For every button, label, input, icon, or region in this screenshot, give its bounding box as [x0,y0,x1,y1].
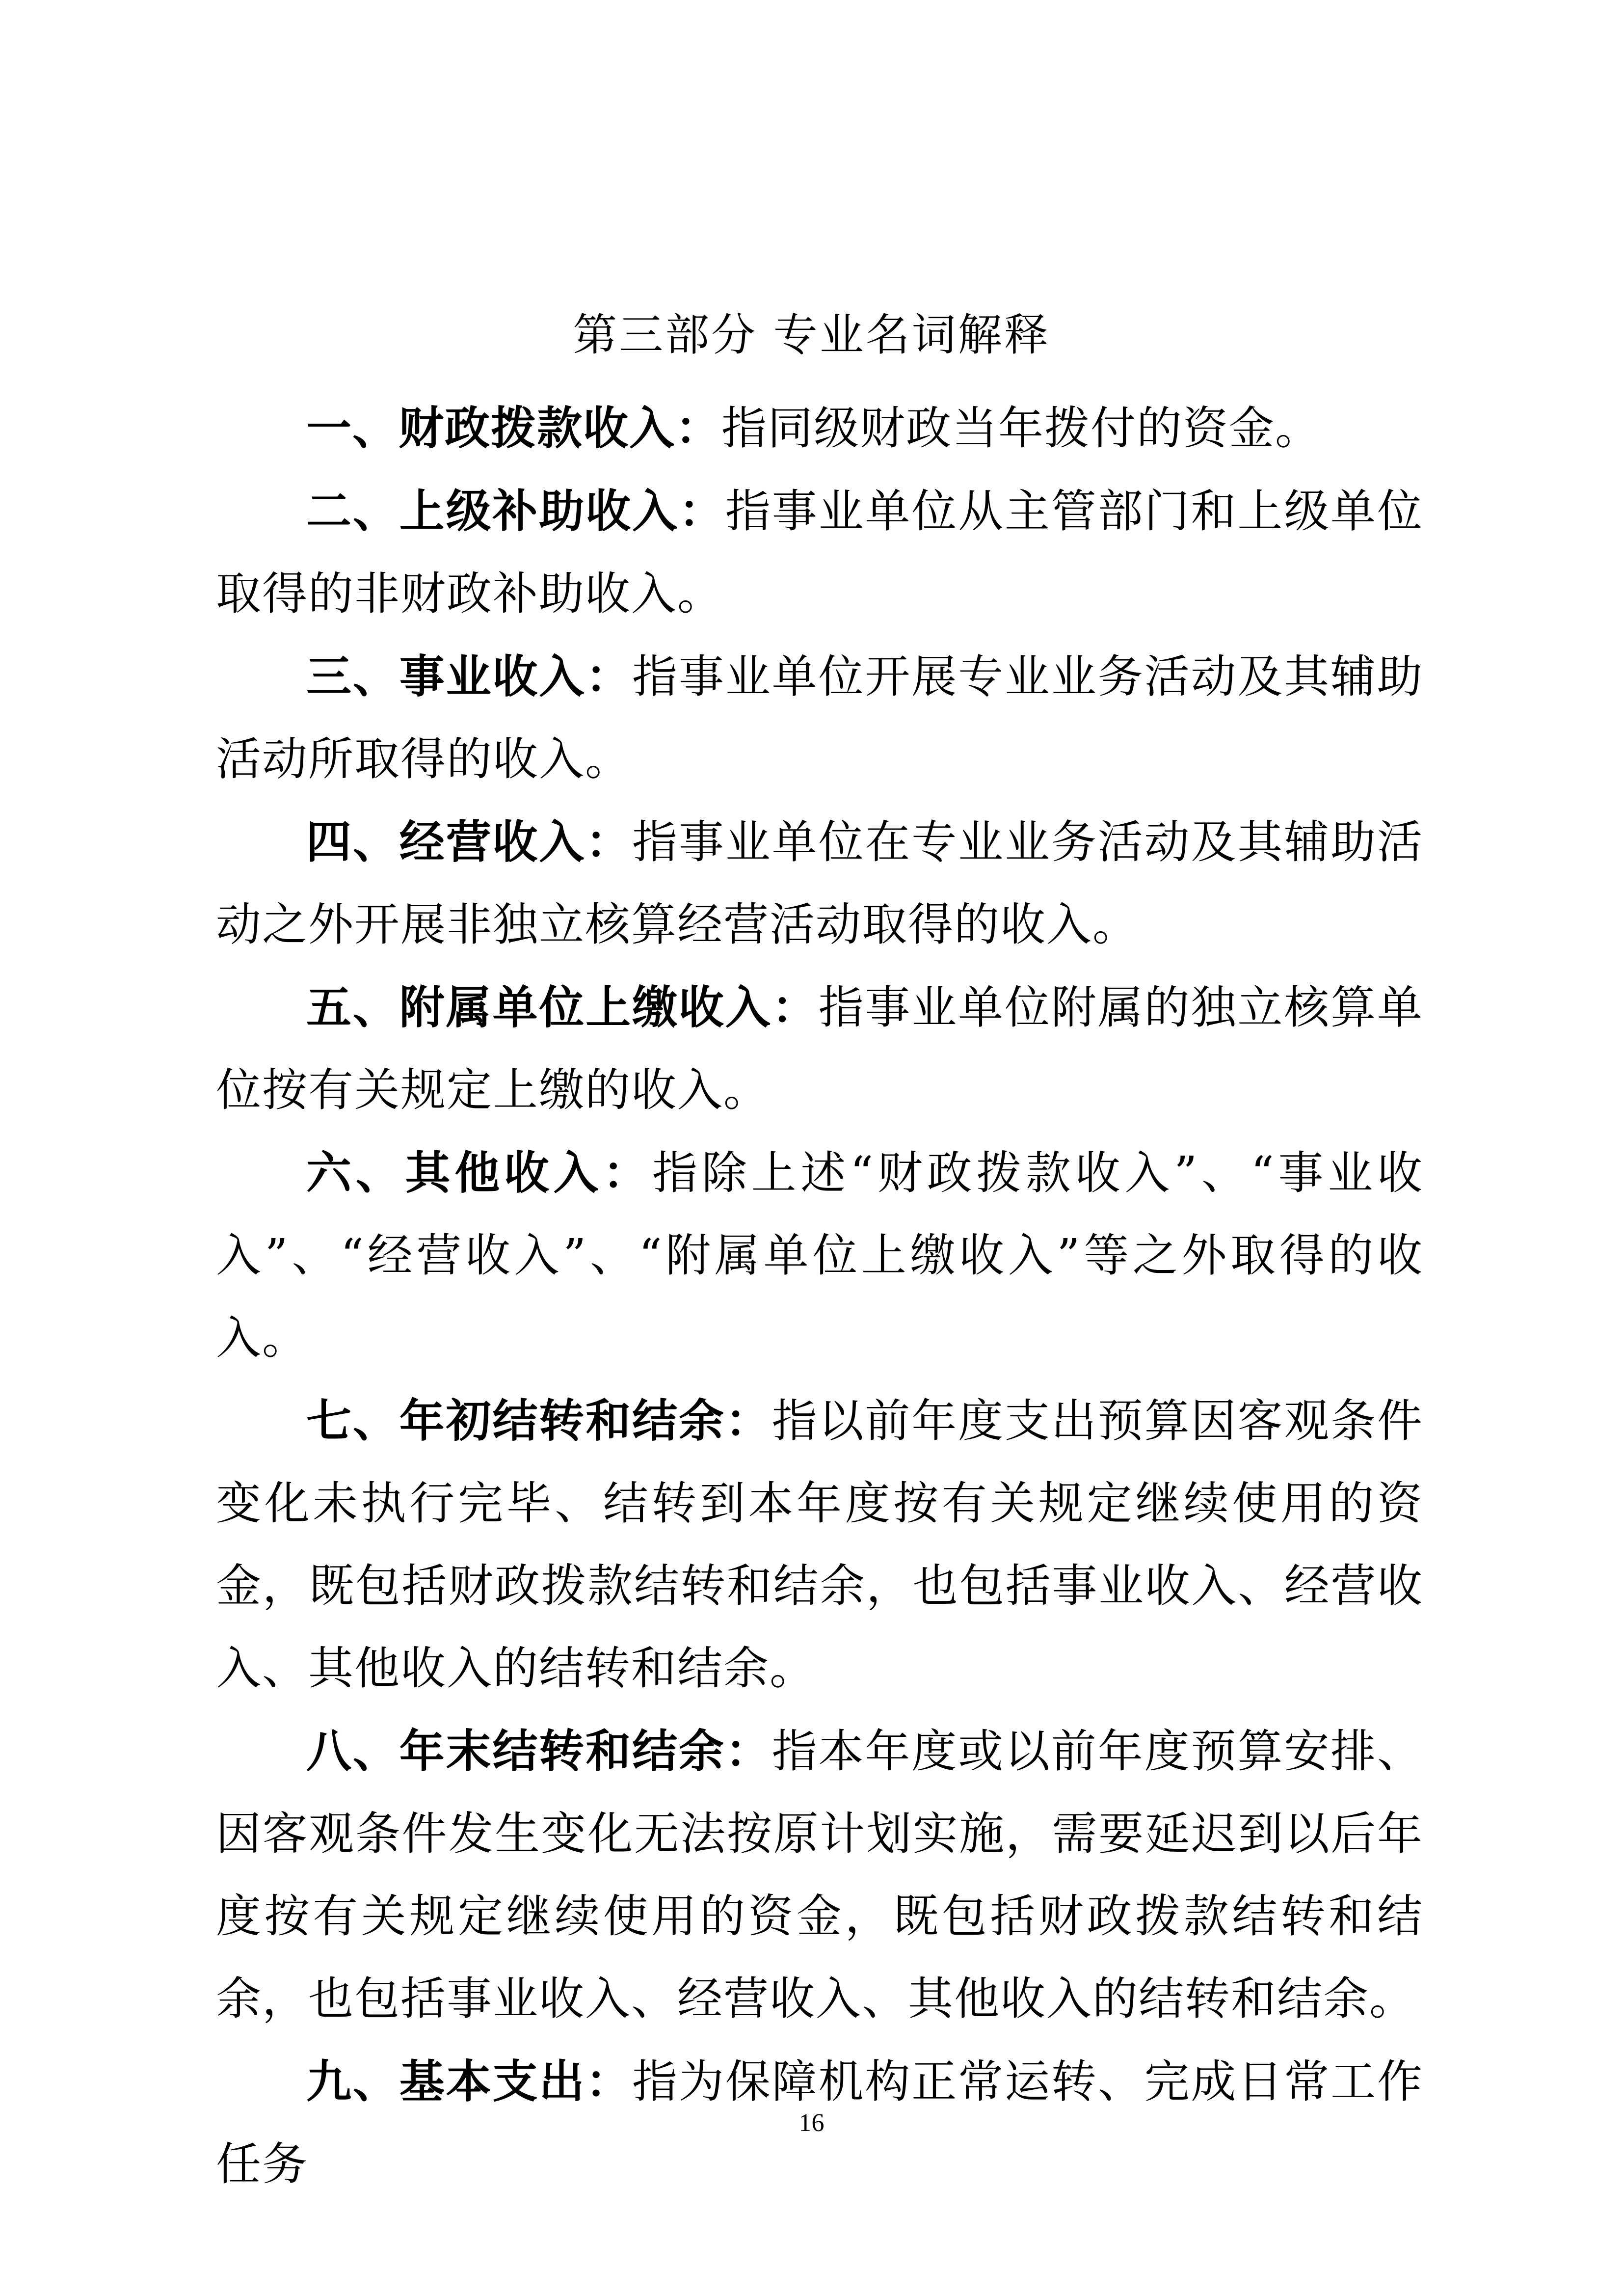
definition-term: 七、年初结转和结余： [306,1394,772,1447]
page-number: 16 [798,2109,825,2137]
definition-text: 指同级财政当年拨付的资金。 [721,402,1322,455]
definition-term: 五、附属单位上缴收入： [306,981,819,1034]
definition-term: 一、财政拨款收入： [306,402,722,455]
definition-entry-3 [216,635,1423,801]
definition-text: 指本年度或以前年度预算安排、因客观条件发生变化无法按原计划实施，需要延迟到以后年度按有关规定继续使用的资金，既包括财政拨款结转和结余，也包括事业收入、经营收入、其他收入的结转和结余。 [216,1725,1423,2025]
definitions-list [216,387,1423,2206]
definition-term: 九、基本支出： [306,2055,633,2108]
definition-text: 指以前年度支出预算因客观条件变化未执行完毕、结转到本年度按有关规定继续使用的资金，既包括财政拨款结转和结余，也包括事业收入、经营收入、其他收入的结转和结余。 [216,1395,1423,1695]
definition-text: 指事业单位附属的独立核算单位按有关规定上缴的收入。 [216,981,1423,1116]
definition-term: 三、事业收入： [306,650,633,703]
definition-entry-1 [216,387,1423,470]
definition-term: 六、其他收入： [306,1146,653,1199]
definition-text: 指为保障机构正常运转、完成日常工作任务 [216,2055,1423,2190]
definition-entry-5 [216,966,1423,1132]
definition-text: 指事业单位在专业业务活动及其辅助活动之外开展非独立核算经营活动取得的收入。 [216,816,1423,951]
page-title: 第三部分 专业名词解释 [573,309,1050,361]
definition-entry-8 [216,1710,1423,2040]
definition-entry-4 [216,801,1423,966]
definition-entry-2 [216,470,1423,635]
definition-entry-6 [216,1132,1423,1379]
definition-term: 四、经营收入： [306,815,633,868]
definition-text: 指事业单位开展专业业务活动及其辅助活动所取得的收入。 [216,650,1423,785]
definition-text: 指除上述“财政拨款收入”、“事业收入”、“经营收入”、“附属单位上缴收入”等之外取得的收入。 [216,1147,1423,1364]
definition-entry-7 [216,1379,1423,1710]
definition-text: 指事业单位从主管部门和上级单位取得的非财政补助收入。 [216,485,1423,620]
definition-term: 二、上级补助收入： [306,485,725,538]
definition-term: 八、年末结转和结余： [306,1725,772,1778]
